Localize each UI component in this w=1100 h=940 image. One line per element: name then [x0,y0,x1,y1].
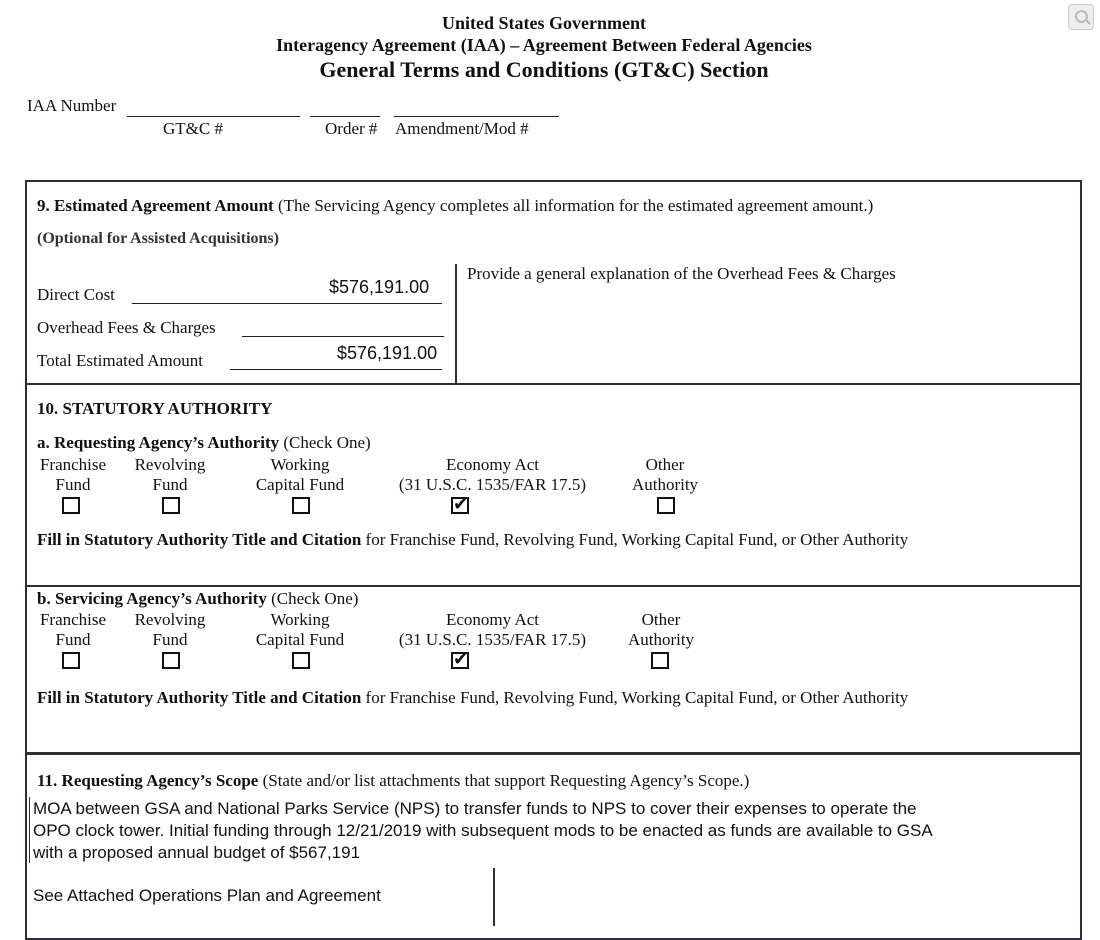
option-line2: Fund [152,630,188,649]
checkbox-working-capital-fund-a[interactable] [292,497,310,514]
option-line1: Revolving [134,455,206,474]
section9-column-divider [455,264,457,384]
iaa-gtc-field[interactable] [127,116,300,117]
option-line1: Franchise [39,455,107,474]
fill-instruction-bold: Fill in Statutory Authority Title and Citation [37,530,362,549]
option-other-authority-b [606,610,716,650]
option-line2: (31 U.S.C. 1535/FAR 17.5) [398,630,587,649]
section9-subtitle: (The Servicing Agency completes all information for the estimated agreement amount.) [273,196,874,215]
gtc-label: GT&C # [163,119,223,138]
scope-left-rule [29,797,30,863]
option-line1: Working [270,455,330,474]
section10b-heading-bold: b. Servicing Agency’s Authority [37,589,267,608]
section10a-heading-bold: a. Requesting Agency’s Authority [37,433,280,452]
section11-body [33,798,933,864]
option-line2: Authority [631,475,699,494]
option-line2: Fund [152,475,188,494]
scope-line3: with a proposed annual budget of $567,191 [33,843,361,862]
scope-line2: OPO clock tower. Initial funding through 12/21/2019 with subsequent mods to be enacted as funds are available to GSA [33,821,933,840]
option-line1: Other [641,610,681,629]
option-line2: Capital Fund [255,475,345,494]
divider-10-11 [25,752,1082,755]
option-line1: Working [270,610,330,629]
checkbox-revolving-fund-a[interactable] [162,497,180,514]
option-franchise-fund-b [18,610,128,650]
option-line1: Revolving [134,610,206,629]
total-field[interactable] [230,369,442,370]
amendment-label: Amendment/Mod # [395,119,529,138]
option-revolving-fund-a [115,455,225,495]
checkbox-economy-act-b[interactable] [451,652,469,669]
section10a-fill-instruction [37,530,908,550]
header-line1: United States Government [442,13,646,33]
fill-instruction-rest: for Franchise Fund, Revolving Fund, Working Capital Fund, or Other Authority [361,688,909,707]
scope-line1: MOA between GSA and National Parks Service (NPS) to transfer funds to NPS to cover their expenses to operate the [33,799,917,818]
order-label: Order # [325,119,378,138]
section10-title: 10. STATUTORY AUTHORITY [37,399,273,418]
checkbox-economy-act-a[interactable] [451,497,469,514]
option-economy-act-a [380,455,605,495]
checkbox-franchise-fund-a[interactable] [62,497,80,514]
option-line2: Fund [55,630,91,649]
section10a-heading-rest: (Check One) [279,433,371,452]
direct-cost-field[interactable] [132,303,442,304]
checkbox-franchise-fund-b[interactable] [62,652,80,669]
fill-instruction-bold: Fill in Statutory Authority Title and Citation [37,688,362,707]
option-other-authority-a [610,455,720,495]
option-economy-act-b [380,610,605,650]
total-label: Total Estimated Amount [37,351,203,370]
fill-instruction-rest: for Franchise Fund, Revolving Fund, Working Capital Fund, or Other Authority [361,530,909,549]
section11-subtitle: (State and/or list attachments that support Requesting Agency’s Scope.) [258,771,750,790]
section10a-heading [37,433,371,453]
section10b-heading [37,589,358,609]
option-line1: Economy Act [445,455,539,474]
divider-9-10 [25,383,1082,385]
attachment-note: See Attached Operations Plan and Agreement [33,886,381,905]
checkbox-revolving-fund-b[interactable] [162,652,180,669]
section9-heading [37,196,873,216]
section10b-fill-instruction [37,688,908,708]
option-franchise-fund-a [18,455,128,495]
iaa-order-field[interactable] [310,116,380,117]
direct-cost-label: Direct Cost [37,285,115,304]
section11-heading [37,771,749,791]
option-line2: Capital Fund [255,630,345,649]
option-line2: Fund [55,475,91,494]
iaa-number-label: IAA Number [27,96,117,115]
option-line1: Economy Act [445,610,539,629]
checkbox-other-authority-b[interactable] [651,652,669,669]
option-working-capital-fund-b [240,610,360,650]
scope-column-divider [493,868,495,926]
checkbox-working-capital-fund-b[interactable] [292,652,310,669]
option-line1: Other [645,455,685,474]
section9-optional-note: (Optional for Assisted Acquisitions) [37,230,279,247]
overhead-explanation-label: Provide a general explanation of the Overhead Fees & Charges [467,264,896,283]
checkbox-other-authority-a[interactable] [657,497,675,514]
divider-10a-10b [25,585,1082,587]
option-working-capital-fund-a [240,455,360,495]
section9-title: 9. Estimated Agreement Amount [37,196,274,215]
option-line2: (31 U.S.C. 1535/FAR 17.5) [398,475,587,494]
section11-title: 11. Requesting Agency’s Scope [37,771,259,790]
overhead-label: Overhead Fees & Charges [37,318,216,337]
iaa-amendment-field[interactable] [394,116,559,117]
header-line2: Interagency Agreement (IAA) – Agreement Between Federal Agencies [276,35,812,55]
header-title: General Terms and Conditions (GT&C) Section [319,57,769,82]
option-revolving-fund-b [115,610,225,650]
section10b-heading-rest: (Check One) [266,589,359,608]
option-line1: Franchise [39,610,107,629]
total-value: $576,191.00 [337,343,438,363]
direct-cost-value: $576,191.00 [329,277,430,297]
overhead-field[interactable] [242,336,444,337]
option-line2: Authority [627,630,695,649]
